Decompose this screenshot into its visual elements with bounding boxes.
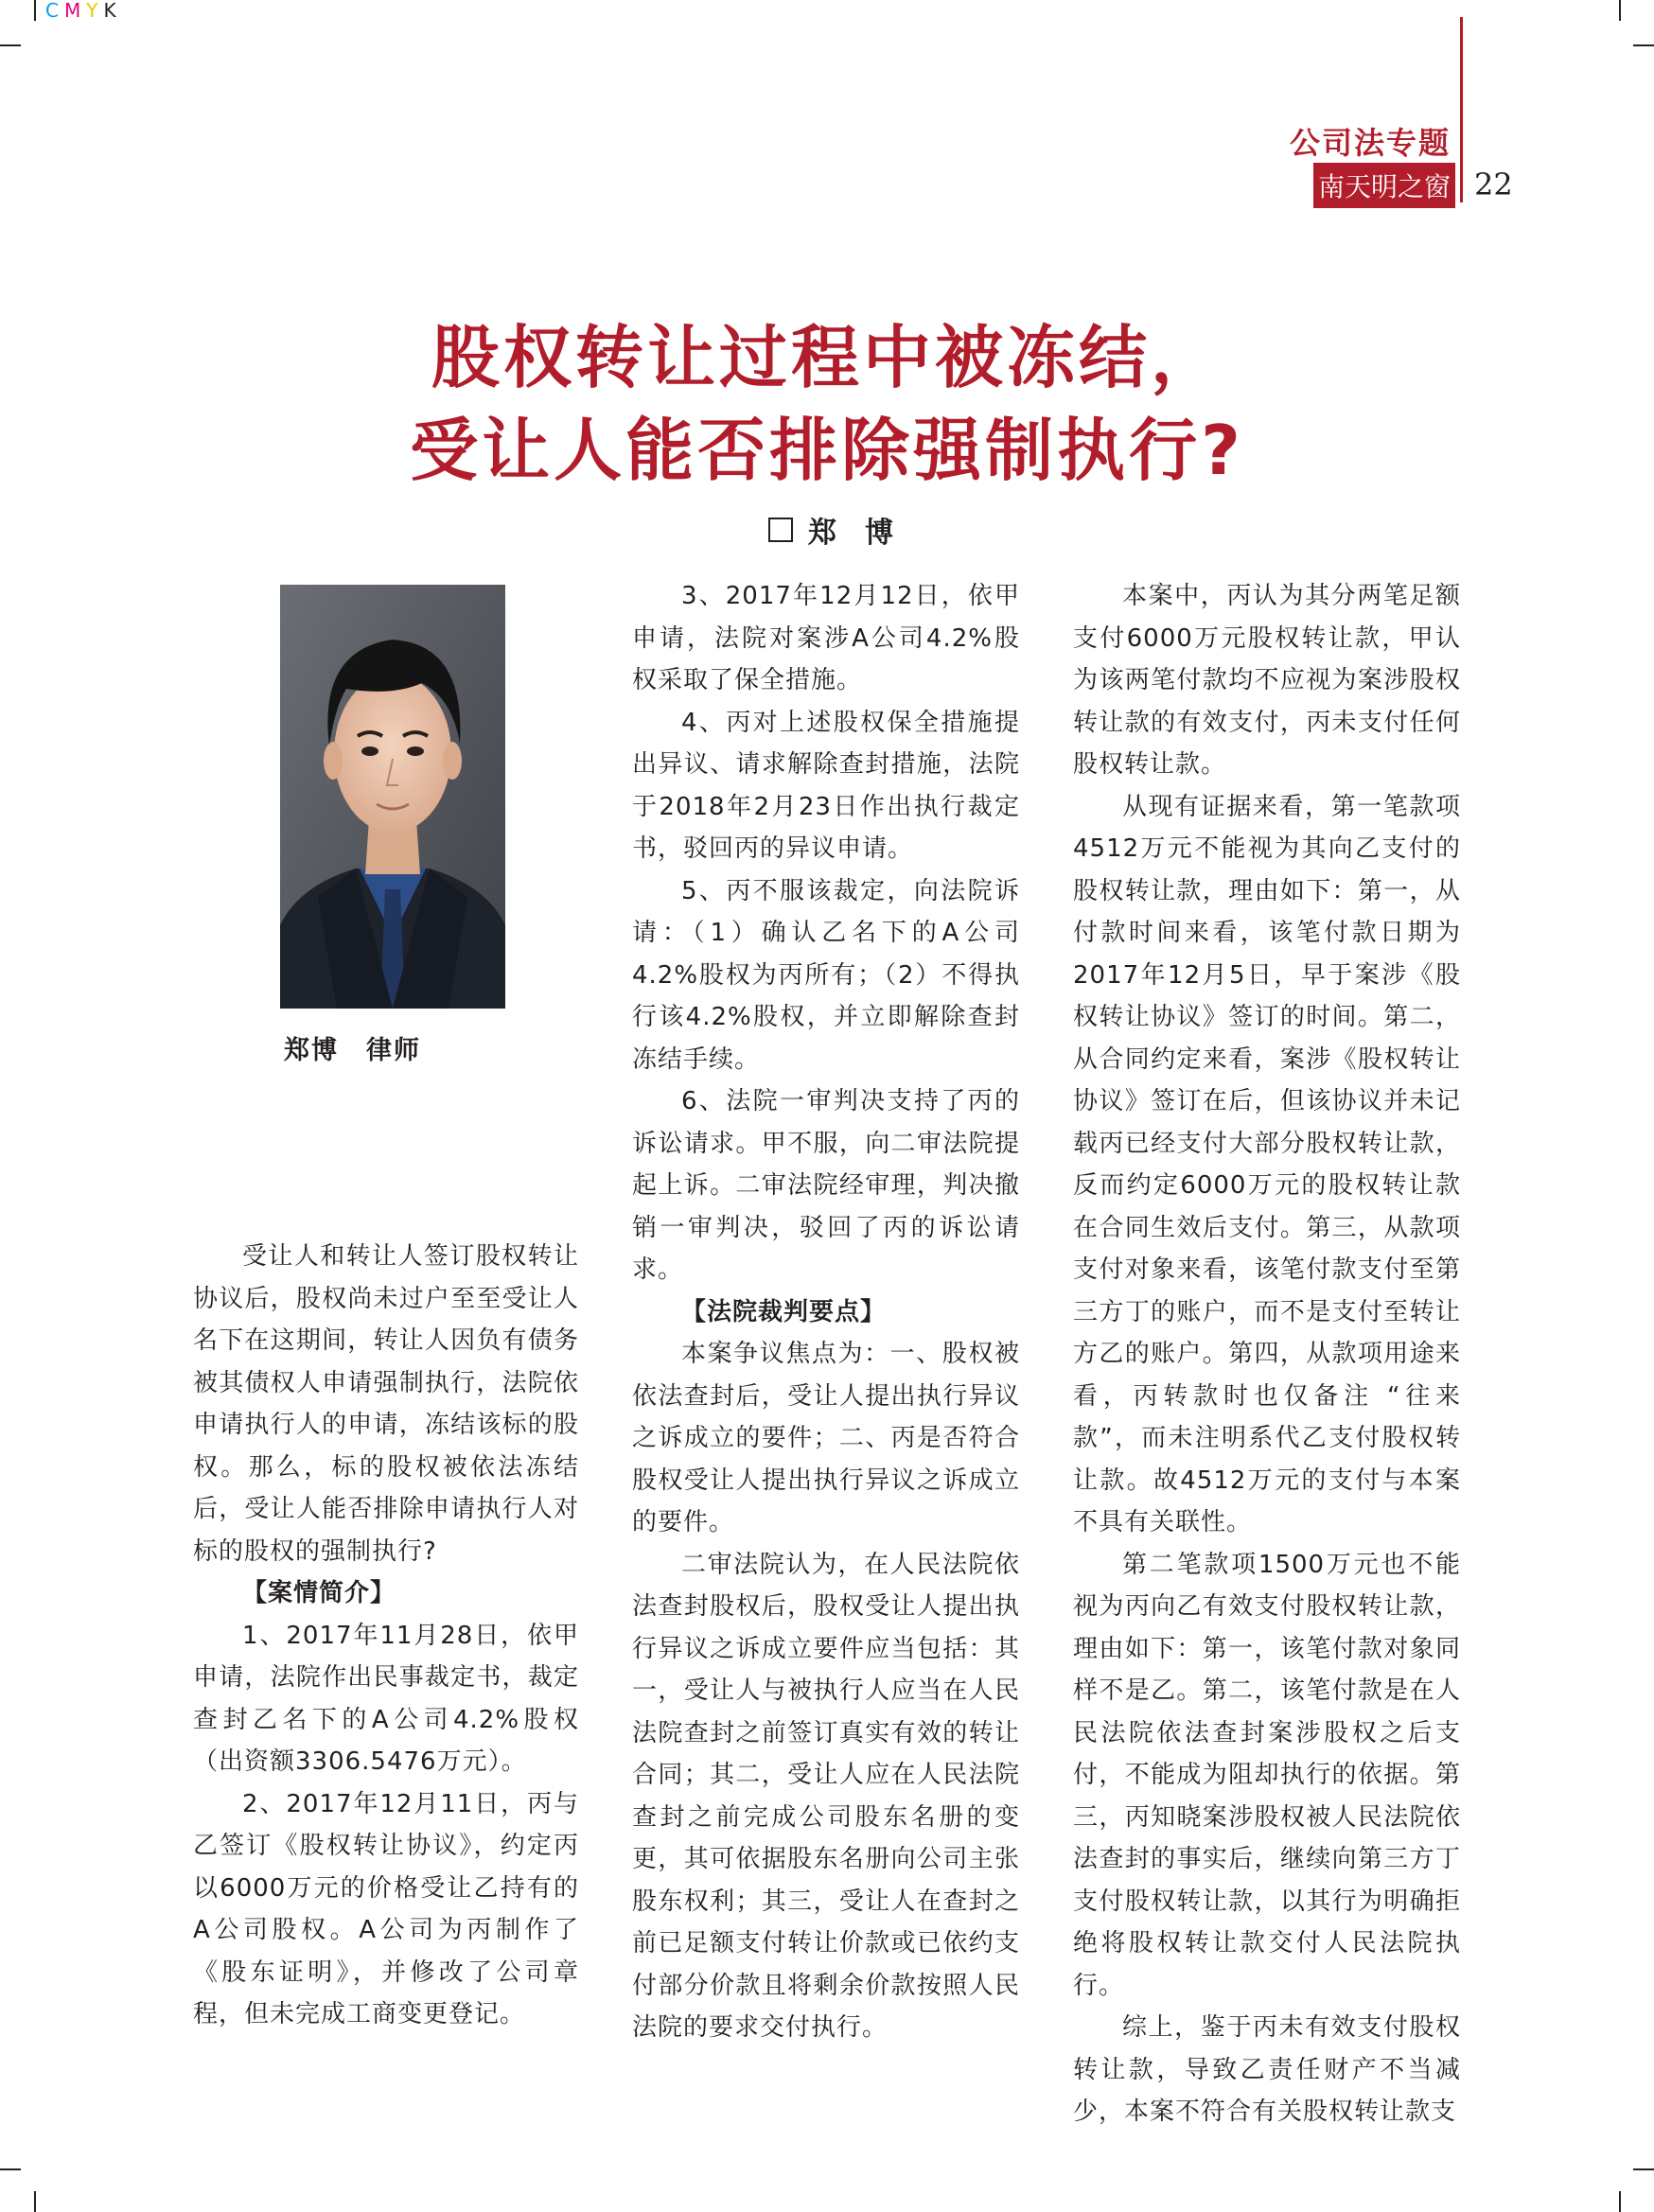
photo-caption: 郑博 律师: [284, 1036, 421, 1065]
paragraph: 从现有证据来看，第一笔款项4512万元不能视为其向乙支付的股权转让款，理由如下：第一，从付款时间来看，该笔付款日期为2017年12月5日，早于案涉《股权转让协议》签订的时间。第二，从合同约定来看，案涉《股权转让协议》签订在后，但该协议并未记载丙已经支付大部分股权转让款，反而约定6000万元的股权转让款在合同生效后支付。第三，从款项支付对象来看，该笔付款支付至第三方丁的账户，而不是支付至转让方乙的账户。第四，从款项用途来看，丙转款时也仅备注 “往来款”，而未注明系代乙支付股权转让款。故4512万元的支付与本案不具有关联性。: [1073, 792, 1461, 1536]
paragraph: 4、丙对上述股权保全措施提出异议、请求解除查封措施，法院于2018年2月23日作出执行裁定书，驳回丙的异议申请。: [632, 708, 1020, 863]
page-number: 22: [1474, 167, 1513, 202]
paragraph: 1、2017年11月28日，依甲申请，法院作出民事裁定书，裁定查封乙名下的A公司4.2%股权（出资额3306.5476万元）。: [193, 1621, 579, 1776]
byline: [768, 509, 893, 551]
crop-mark-top-right-h: [1633, 44, 1654, 46]
paragraph: 2、2017年12月11日，丙与乙签订《股权转让协议》，约定丙以6000万元的价格受让乙持有的A公司股权。A公司为丙制作了《股东证明》，并修改了公司章程，但未完成工商变更登记。: [193, 1789, 579, 2028]
author-name: 郑 博: [808, 517, 893, 550]
crop-mark-bottom-right-v: [1619, 2191, 1621, 2212]
paragraph: 3、2017年12月12日，依甲申请，法院对案涉A公司4.2%股权采取了保全措施。: [632, 582, 1020, 694]
author-portrait-image: [280, 585, 505, 1009]
section-title: 公司法专题: [1289, 125, 1451, 161]
paragraph: 受让人和转让人签订股权转让协议后，股权尚未过户至至受让人名下在这期间，转让人因负有债务被其债权人申请强制执行，法院依申请执行人的申请，冻结该标的股权。那么，标的股权被依法冻结后，受让人能否排除申请执行人对标的股权的强制执行?: [193, 1242, 579, 1566]
body-column-middle: [632, 575, 1020, 2049]
cmyk-mark: C: [45, 0, 64, 22]
paragraph: 5、丙不服该裁定，向法院诉请：（1）确认乙名下的A公司4.2%股权为丙所有；（2）不得执行该4.2%股权，并立即解除查封冻结手续。: [632, 876, 1020, 1074]
cmyk-mark: K: [103, 0, 122, 22]
crop-mark-top-left-h: [0, 44, 21, 46]
paragraph: 二审法院认为，在人民法院依法查封股权后，股权受让人提出执行异议之诉成立要件应当包括：其一，受让人与被执行人应当在人民法院查封之前签订真实有效的转让合同；其二，受让人应在人民法院查封之前完成公司股东名册的变更，其可依据股东名册向公司主张股东权利；其三，受让人在查封之前已足额支付转让价款或已依约支付部分价款且将剩余价款按照人民法院的要求交付执行。: [632, 1550, 1020, 2042]
header-accent-bar: [1460, 17, 1463, 202]
article-title-line-2: 受让人能否排除强制执行?: [410, 411, 1244, 490]
crop-mark-top-left-v: [34, 0, 36, 21]
crop-mark-top-right-v: [1619, 0, 1621, 21]
crop-mark-bottom-right-h: [1633, 2168, 1654, 2170]
paragraph: 本案中，丙认为其分两笔足额支付6000万元股权转让款，甲认为该两笔付款均不应视为案涉股权转让款的有效支付，丙未支付任何股权转让款。: [1073, 582, 1461, 779]
crop-mark-bottom-left-v: [34, 2191, 36, 2212]
article-title-line-1: 股权转让过程中被冻结，: [431, 318, 1223, 397]
cmyk-mark: M: [63, 0, 87, 22]
cmyk-mark: Y: [86, 0, 104, 22]
body-column-right: [1073, 575, 1461, 2133]
author-photo: [280, 585, 505, 1009]
crop-mark-bottom-left-h: [0, 2168, 21, 2170]
section-heading: 【法院裁判要点】: [681, 1297, 887, 1326]
body-column-left: [193, 1236, 579, 2036]
section-heading: 【案情简介】: [242, 1579, 396, 1607]
column-tag: 南天明之窗: [1313, 163, 1455, 208]
byline-box-icon: [768, 518, 793, 542]
cmyk-color-marks: [45, 0, 122, 21]
paragraph: 本案争议焦点为：一、股权被依法查封后，受让人提出执行异议之诉成立的要件；二、丙是否符合股权受让人提出执行异议之诉成立的要件。: [632, 1340, 1020, 1536]
paragraph: 6、法院一审判决支持了丙的诉讼请求。甲不服，向二审法院提起上诉。二审法院经审理，判决撤销一审判决，驳回了丙的诉讼请求。: [632, 1087, 1020, 1284]
paragraph: 第二笔款项1500万元也不能视为丙向乙有效支付股权转让款，理由如下：第一，该笔付款对象同样不是乙。第二，该笔付款是在人民法院依法查封案涉股权之后支付，不能成为阻却执行的依据。第三，丙知晓案涉股权被人民法院依法查封的事实后，继续向第三方丁支付股权转让款，以其行为明确拒绝将股权转让款交付人民法院执行。: [1073, 1550, 1461, 2000]
paragraph: 综上，鉴于丙未有效支付股权转让款，导致乙责任财产不当减少，本案不符合有关股权转让款支: [1073, 2013, 1461, 2126]
